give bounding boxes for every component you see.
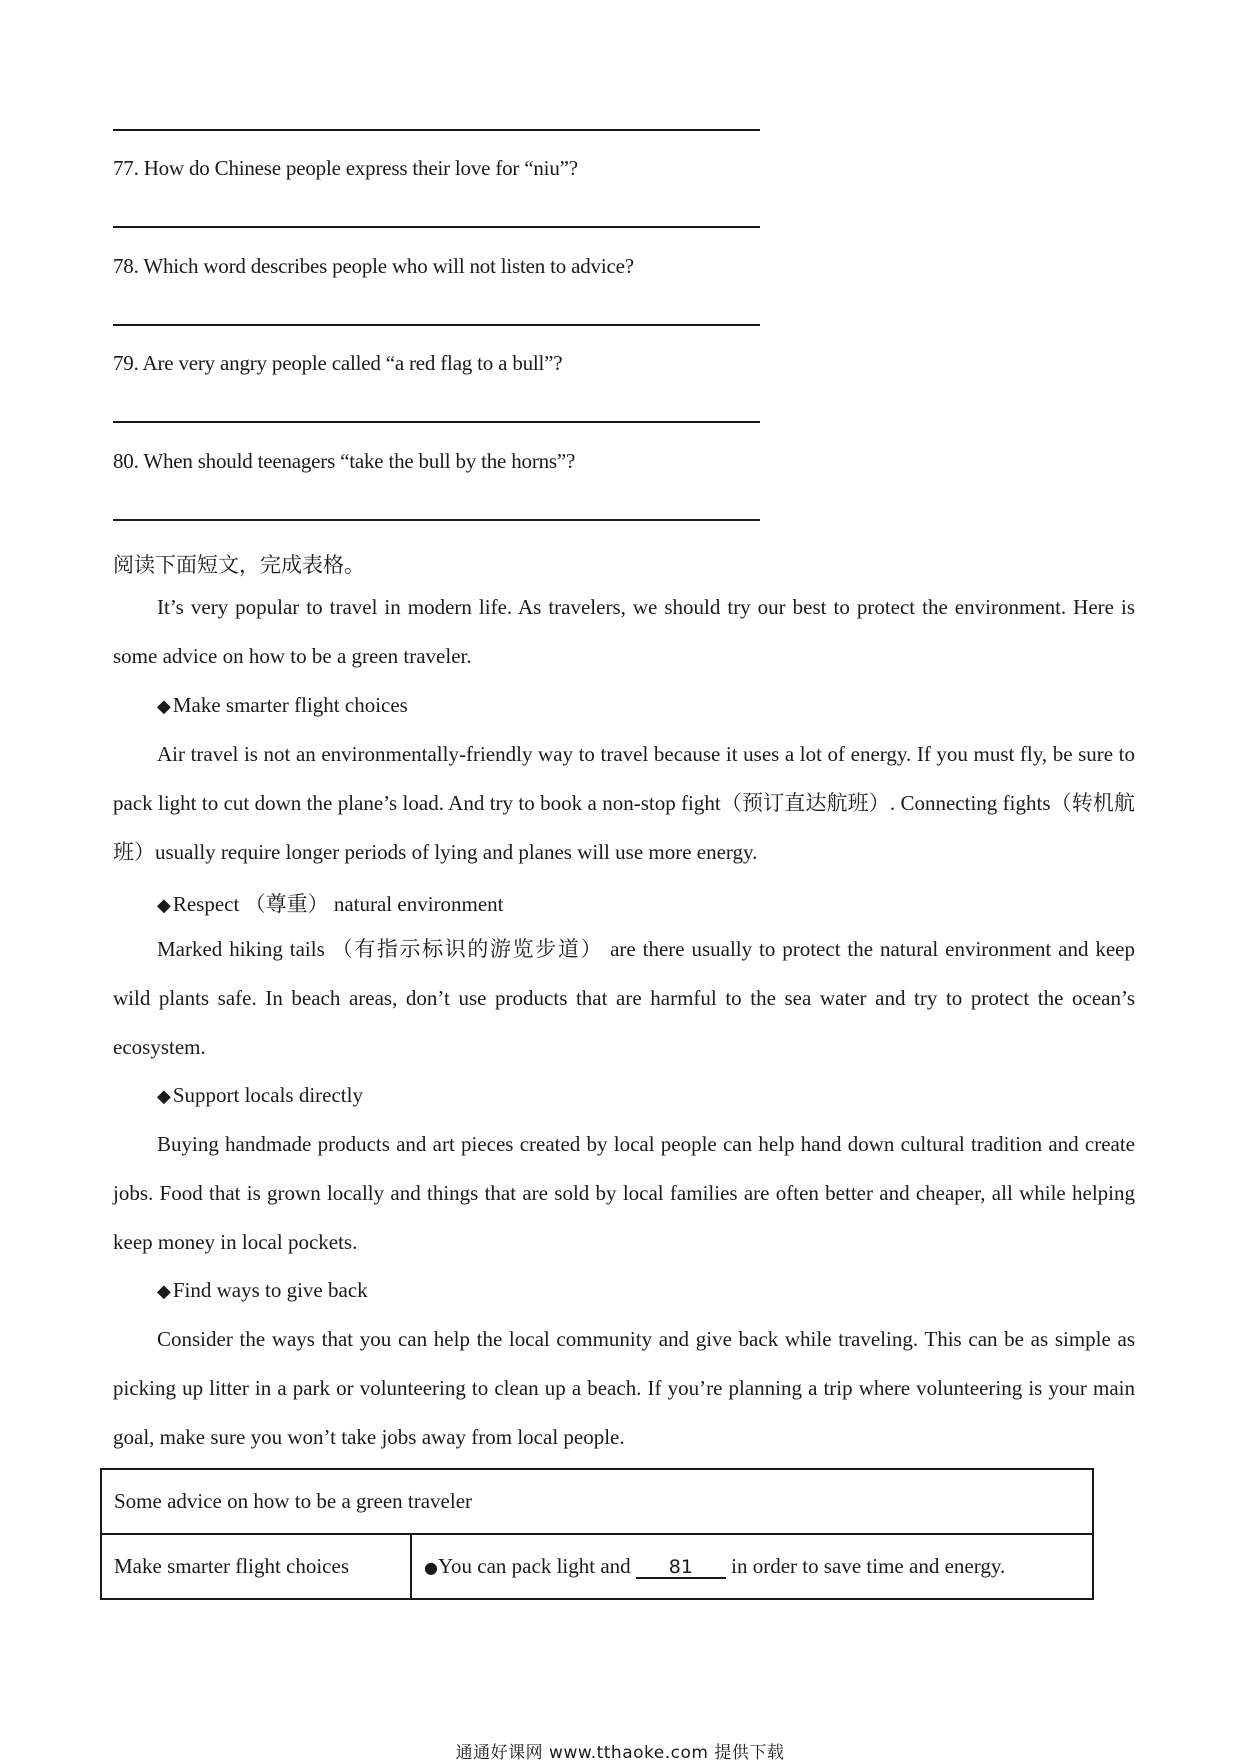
- section-heading-text: Support locals directly: [172, 1083, 363, 1107]
- section-heading-locals: [157, 1083, 363, 1108]
- diamond-bullet-icon: ◆: [157, 895, 171, 916]
- question-79: 79. Are very angry people called “a red flag to a bull”?: [113, 351, 563, 375]
- section-body-give-back: Consider the ways that you can help the local community and give back while traveling. This can be as simple as picking up litter in a park or volunteering to clean up a beach. If you’re planning a trip where volunteering is your main goal, make sure you won’t take jobs away from local people.: [113, 1327, 1135, 1449]
- section-heading-text: Respect （尊重） natural environment: [172, 892, 504, 916]
- section-heading-respect: [157, 888, 504, 918]
- diamond-bullet-icon: ◆: [157, 696, 171, 717]
- table-row: [101, 1534, 1093, 1599]
- section-body-locals: Buying handmade products and art pieces created by local people can help hand down cultural tradition and create jobs. Food that is grown locally and things that are sold by local families are often better and cheaper, all while helping keep money in local pockets.: [113, 1132, 1135, 1254]
- answer-blank-81[interactable]: 81: [636, 1557, 726, 1580]
- question-80: 80. When should teenagers “take the bull by the horns”?: [113, 449, 576, 473]
- question-78: 78. Which word describes people who will not listen to advice?: [113, 254, 634, 278]
- table-row: [101, 1469, 1093, 1534]
- section-body-respect: Marked hiking tails （有指示标识的游览步道） are there usually to protect the natural environment and keep wild plants safe. In beach areas, don’t use products that are harmful to the sea water and try to protect the ocean’s ecosystem.: [113, 937, 1135, 1059]
- advice-table: [100, 1468, 1094, 1600]
- section-body-flight: Air travel is not an environmentally-friendly way to travel because it uses a lot of energy. If you must fly, be sure to pack light to cut down the plane’s load. And try to book a non-stop fight（预订直达航班）. Connecting fights（转机航班）usually require longer periods of lying and planes will use more energy.: [113, 742, 1135, 864]
- answer-line-77[interactable]: [113, 226, 760, 228]
- section-heading-give-back: [157, 1278, 368, 1303]
- section-heading-text: Make smarter flight choices: [172, 693, 408, 717]
- answer-line: [113, 129, 760, 131]
- diamond-bullet-icon: ◆: [157, 1086, 171, 1107]
- answer-line-78[interactable]: [113, 324, 760, 326]
- section-heading-text: Find ways to give back: [172, 1278, 368, 1302]
- section-heading-flight: [157, 693, 408, 718]
- answer-line-80[interactable]: [113, 519, 760, 521]
- question-77: 77. How do Chinese people express their love for “niu”?: [113, 156, 578, 180]
- table-title-cell: Some advice on how to be a green traveler: [101, 1469, 1093, 1534]
- table-content-cell: [411, 1534, 1093, 1599]
- page-footer: 通通好课网 www.tthaoke.com 提供下载: [455, 1743, 785, 1763]
- diamond-bullet-icon: ◆: [157, 1281, 171, 1302]
- reading-instruction: 阅读下面短文，完成表格。: [113, 553, 365, 577]
- table-text-after: in order to save time and energy.: [731, 1553, 1006, 1578]
- bullet-dot-icon: ●: [424, 1557, 438, 1577]
- passage-intro: It’s very popular to travel in modern life. As travelers, we should try our best to protect the environment. Here is some advice on how to be a green traveler.: [113, 595, 1135, 668]
- answer-line-79[interactable]: [113, 421, 760, 423]
- table-label-cell: Make smarter flight choices: [101, 1534, 411, 1599]
- table-text-before: You can pack light and: [437, 1553, 631, 1578]
